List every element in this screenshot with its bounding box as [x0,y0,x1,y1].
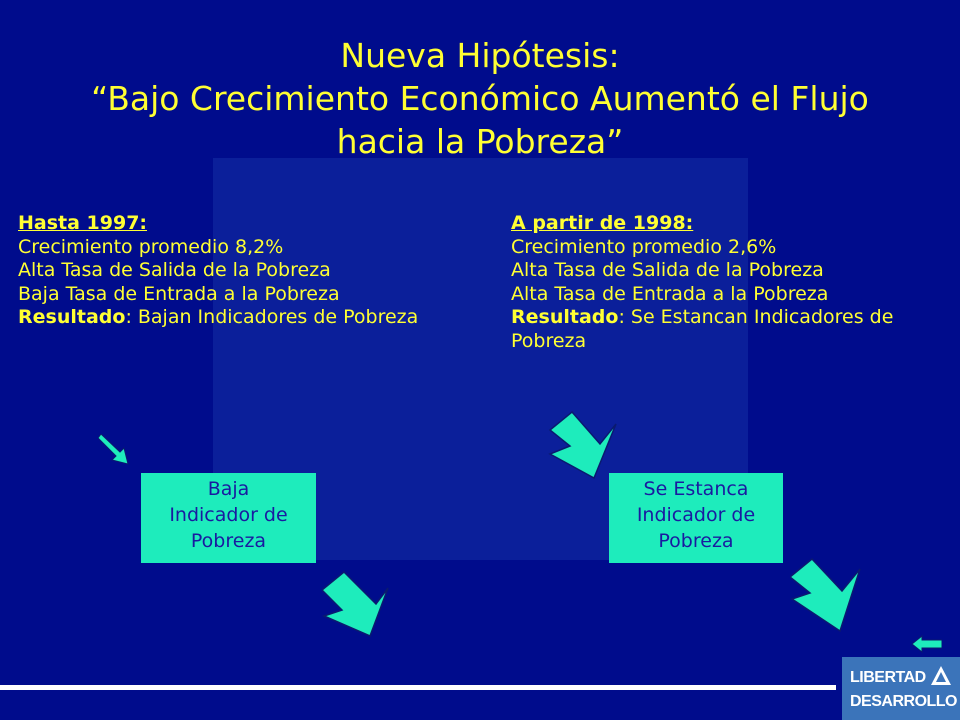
right-entry-rate: Alta Tasa de Entrada a la Pobreza [511,282,829,305]
title-line-1: Nueva Hipótesis: [340,36,620,75]
left-result [18,306,498,330]
left-box-line-1: Baja [207,478,250,500]
right-result-text: : Se Estancan Indicadores de Pobreza [511,306,894,352]
logo-triangle-icon [930,665,952,687]
title-line-3: hacia la Pobreza” [336,122,624,161]
arrow-down-right-large-icon [548,410,620,482]
left-box-line-2: Indicador de [169,504,288,526]
left-box-line-3: Pobreza [190,530,267,552]
back-arrow-icon[interactable] [912,634,942,654]
right-indicator-box [609,473,783,563]
logo-line-1: LIBERTAD [850,669,926,686]
left-result-text: : Bajan Indicadores de Pobreza [125,306,419,328]
right-result [511,306,960,353]
right-result-label: Resultado [511,306,619,328]
right-box-line-1: Se Estanca [643,478,749,500]
left-exit-rate: Alta Tasa de Salida de la Pobreza [18,259,331,281]
arrow-down-left-large-icon [322,570,394,640]
logo-line-2: DESARROLLO [850,693,957,710]
libertad-desarrollo-logo [842,657,960,720]
left-result-label: Resultado [18,306,126,328]
slide-title [0,34,960,163]
right-column [511,212,960,353]
right-growth: Crecimiento promedio 2,6% [511,235,777,258]
left-entry-rate: Baja Tasa de Entrada a la Pobreza [18,282,340,305]
arrow-down-right-small-icon [98,434,134,466]
left-growth: Crecimiento promedio 8,2% [18,235,284,258]
arrow-down-right-bottom-icon [790,557,864,633]
title-line-2: “Bajo Crecimiento Económico Aumentó el Flujo [91,79,869,118]
right-box-line-3: Pobreza [658,530,734,552]
left-indicator-box [141,473,316,563]
bottom-divider [0,685,836,690]
left-heading: Hasta 1997: [18,212,148,234]
right-box-line-2: Indicador de [636,504,756,526]
right-heading: A partir de 1998: [511,212,694,234]
right-exit-rate: Alta Tasa de Salida de la Pobreza [511,259,824,281]
left-column [18,212,498,330]
